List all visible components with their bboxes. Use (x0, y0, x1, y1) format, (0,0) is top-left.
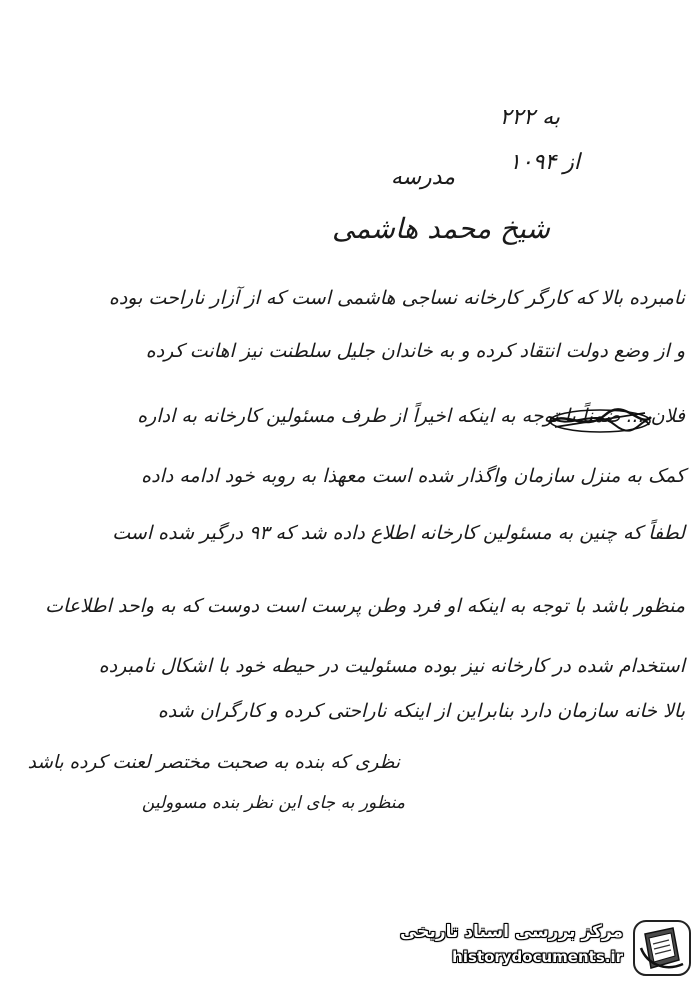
body-line: و از وضع دولت انتقاد کرده و به خاندان جلیل سلطنت نیز اهانت کرده (145, 340, 685, 362)
document-archive-logo-icon (633, 920, 691, 976)
body-line: نظری که بنده به صحبت مختصر لعنت کرده باشد (27, 752, 400, 773)
body-line: منظور به جای این نظر بنده مسوولین (141, 793, 405, 813)
body-line: بالا خانه سازمان دارد بنابراین از اینکه ناراحتی کرده و کارگران شده (157, 700, 685, 722)
document-date-line: از ۱۰۹۴ (509, 150, 580, 175)
watermark-title: مرکز بررسی اسناد تاریخی (400, 922, 623, 942)
crossed-out-word-icon (545, 405, 655, 435)
watermark-url: historydocuments.ir (452, 948, 623, 966)
body-line: کمک به منزل سازمان واگذار شده است معهذا به روبه خود ادامه داده (141, 465, 685, 487)
body-line: منظور باشد با توجه به اینکه او فرد وطن پرست است دوست که به واحد اطلاعات (45, 595, 685, 617)
archive-watermark (400, 918, 695, 978)
body-line: لطفاً که چنین به مسئولین کارخانه اطلاع داده شد که ۹۳ درگیر شده است (112, 522, 685, 544)
body-line: نامبرده بالا که کارگر کارخانه نساجی هاشمی است که از آزار ناراحت بوده (108, 287, 685, 309)
body-line: استخدام شده در کارخانه نیز بوده مسئولیت در حیطه خود با اشکال نامبرده (98, 655, 685, 677)
document-subject-name: شیخ محمد هاشمی (331, 212, 550, 245)
body-line: فلان ... ضمناً با توجه به اینکه اخیراً از طرف مسئولین کارخانه به اداره (137, 405, 685, 427)
document-number-line: به ۲۲۲ (499, 105, 560, 130)
document-addressee-line: مدرسه (390, 165, 455, 190)
